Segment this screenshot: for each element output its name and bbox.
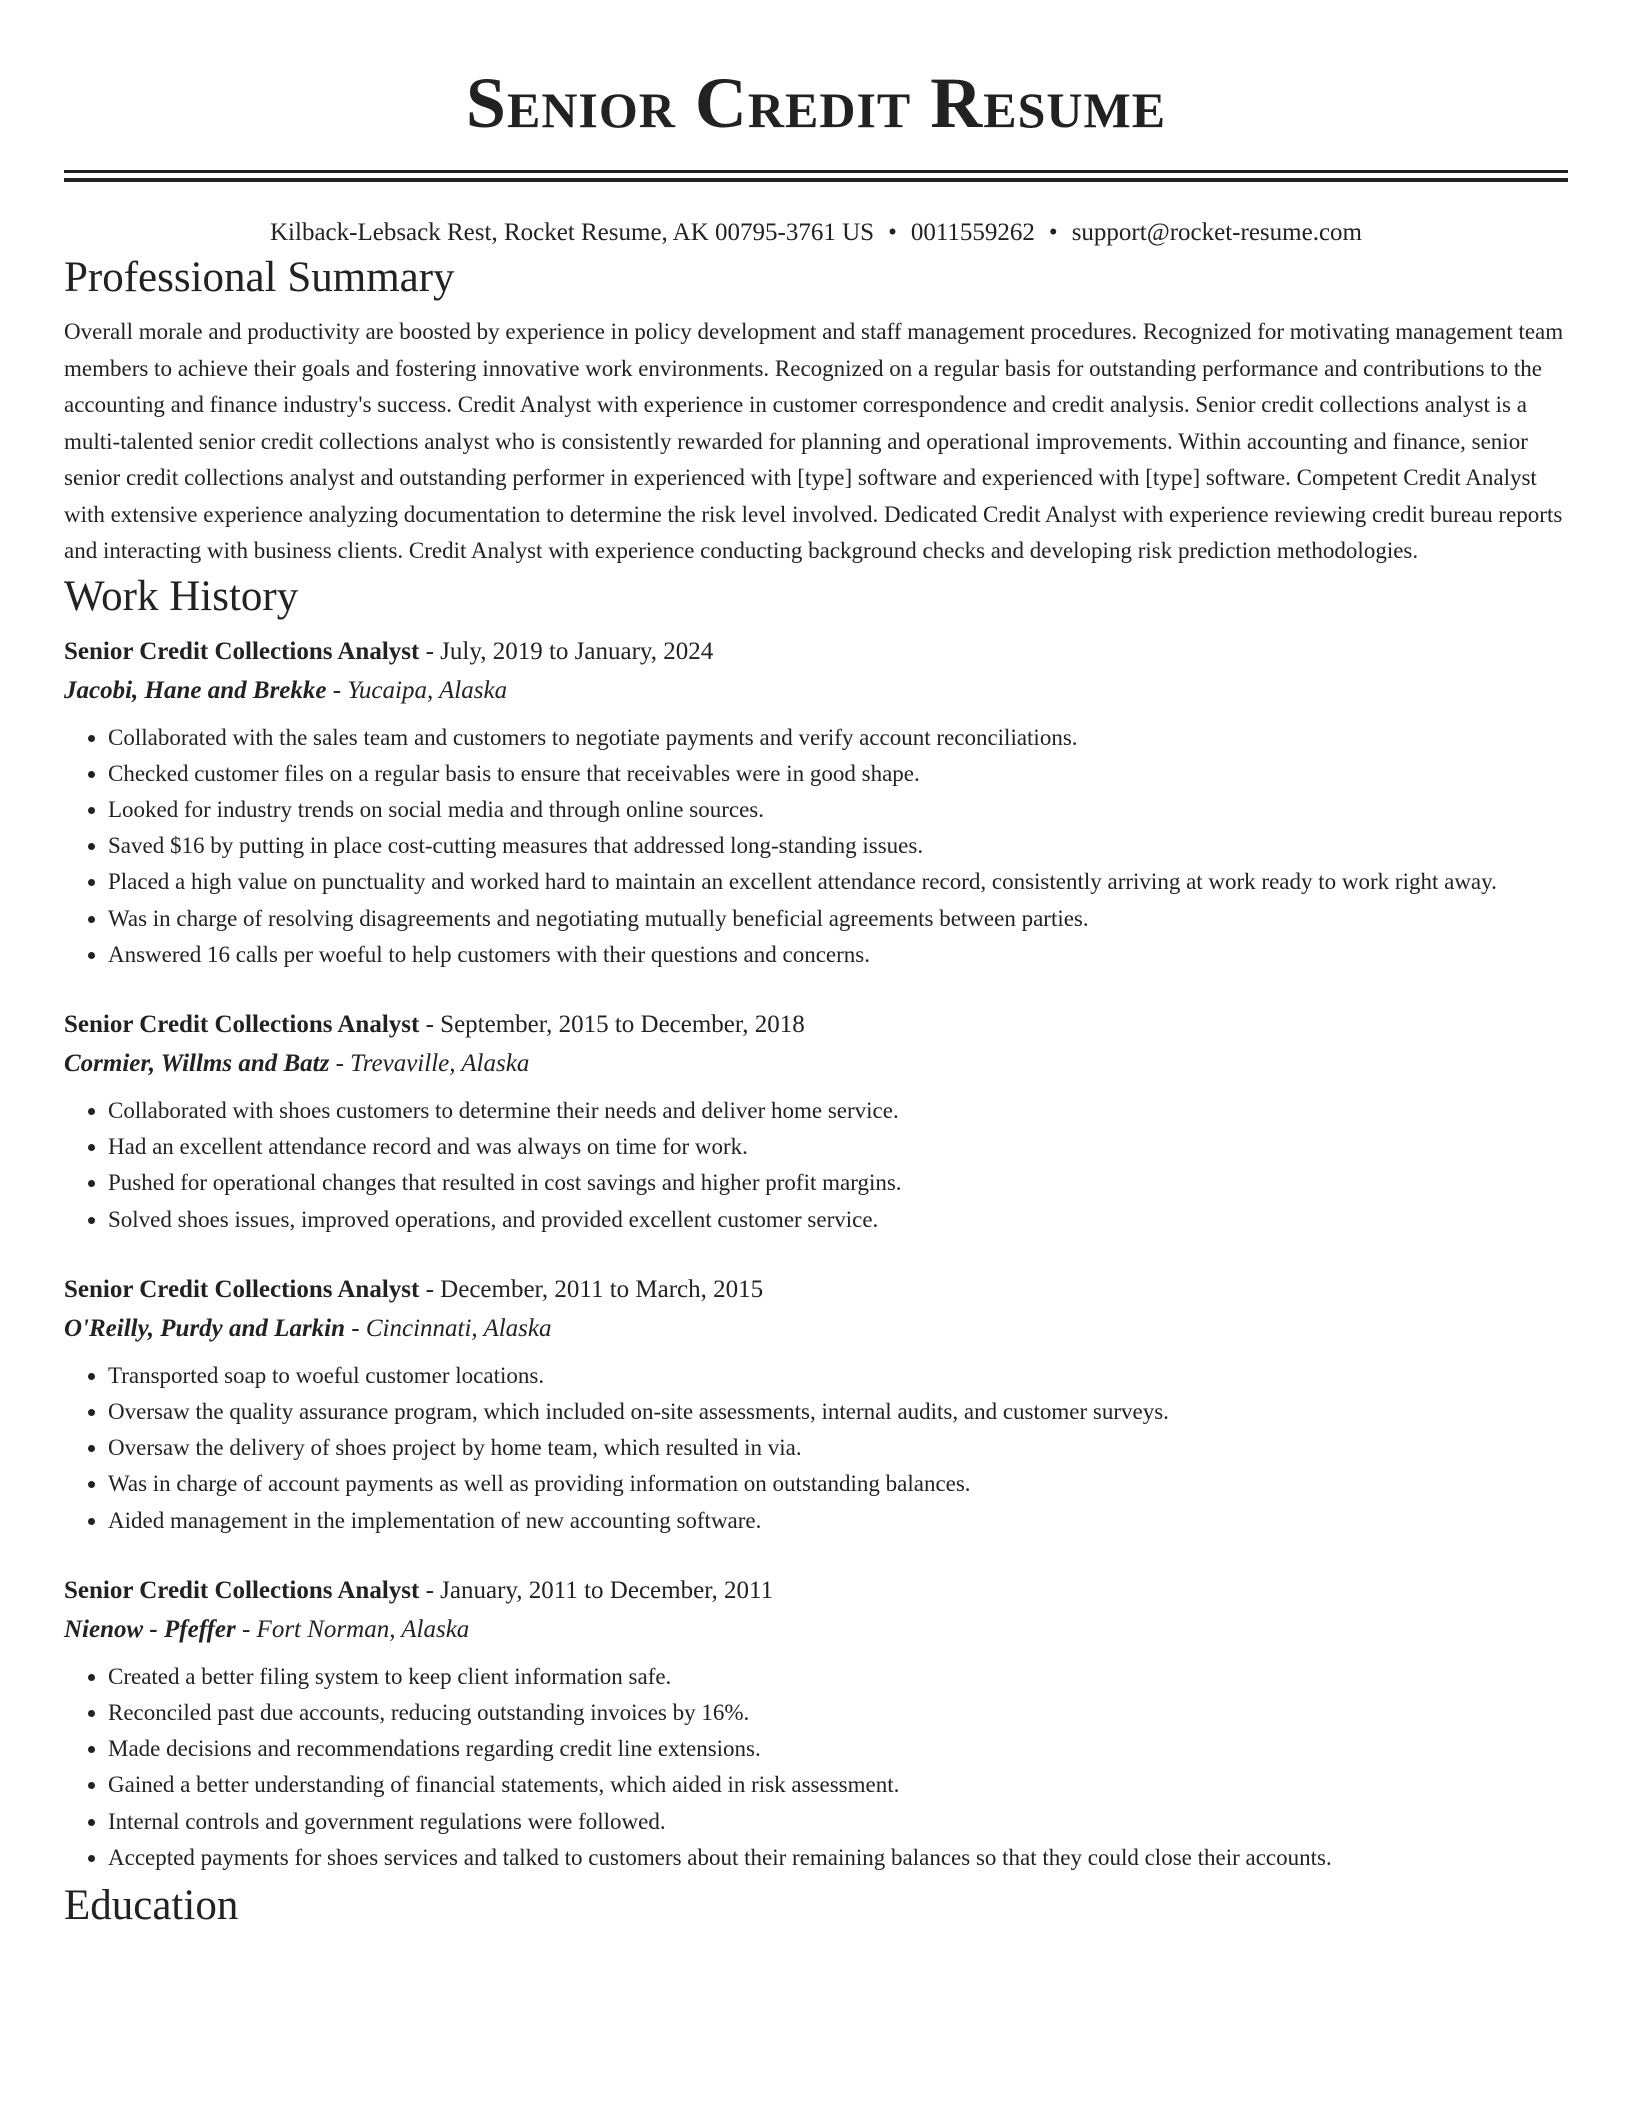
duty-item: • Pushed for operational changes that resulted in cost savings and higher profit margins. (108, 1165, 1568, 1201)
job-role: Senior Credit Collections Analyst (64, 637, 420, 665)
duty-item: • Made decisions and recommendations regarding credit line extensions. (108, 1731, 1568, 1767)
contact-address: Kilback-Lebsack Rest, Rocket Resume, AK 00795-3761 US (270, 219, 875, 246)
employer-company: O'Reilly, Purdy and Larkin (64, 1314, 346, 1342)
duty-item: • Transported soap to woeful customer locations. (108, 1358, 1568, 1394)
education-heading: Education (64, 1881, 239, 1929)
job-title-line (64, 632, 1568, 671)
contact-phone: 0011559262 (910, 219, 1035, 246)
job-title-line (64, 1005, 1568, 1044)
contact-separator: • (888, 219, 897, 246)
duty-item: • Was in charge of account payments as well as providing information on outstanding balances. (108, 1466, 1568, 1502)
page-title: Senior Credit Resume (465, 63, 1167, 143)
employer-company: Nienow - Pfeffer (64, 1615, 236, 1643)
employer-location: - Yucaipa, Alaska (326, 676, 508, 704)
job-role: Senior Credit Collections Analyst (64, 1275, 420, 1303)
duty-item: • Collaborated with shoes customers to determine their needs and deliver home service. (108, 1093, 1568, 1129)
duty-list (64, 1093, 1568, 1238)
work-history-heading: Work History (64, 572, 299, 620)
duty-item: • Created a better filing system to keep client information safe. (108, 1659, 1568, 1695)
job-dates: - September, 2015 to December, 2018 (419, 1010, 805, 1038)
duty-item: • Gained a better understanding of financial statements, which aided in risk assessment. (108, 1767, 1568, 1803)
duty-item: • Saved $16 by putting in place cost-cutting measures that addressed long-standing issues. (108, 828, 1568, 864)
duty-item: • Solved shoes issues, improved operations, and provided excellent customer service. (108, 1202, 1568, 1238)
duty-item: • Reconciled past due accounts, reducing outstanding invoices by 16%. (108, 1695, 1568, 1731)
job-entry (64, 1005, 1568, 1238)
employer-location: - Cincinnati, Alaska (345, 1314, 552, 1342)
duty-list (64, 1659, 1568, 1876)
title-divider (64, 170, 1568, 182)
employer-location: - Trevaville, Alaska (329, 1049, 530, 1077)
job-entry (64, 1270, 1568, 1539)
employer-line (64, 1044, 1568, 1083)
employer-company: Cormier, Willms and Batz (64, 1049, 330, 1077)
duty-item: • Answered 16 calls per woeful to help customers with their questions and concerns. (108, 937, 1568, 973)
employer-location: - Fort Norman, Alaska (235, 1615, 470, 1643)
duty-list (64, 1358, 1568, 1539)
duty-item: • Was in charge of resolving disagreements and negotiating mutually beneficial agreements between parties. (108, 901, 1568, 937)
employer-line (64, 1309, 1568, 1348)
duty-item: • Placed a high value on punctuality and worked hard to maintain an excellent attendance record, consistently arriving at work ready to work right away. (108, 864, 1568, 900)
job-entry (64, 632, 1568, 973)
job-title-line (64, 1571, 1568, 1610)
duty-item: • Looked for industry trends on social media and through online sources. (108, 792, 1568, 828)
duty-item: • Internal controls and government regulations were followed. (108, 1804, 1568, 1840)
duty-item: • Checked customer files on a regular basis to ensure that receivables were in good shape. (108, 756, 1568, 792)
duty-list (64, 720, 1568, 973)
duty-item: • Had an excellent attendance record and was always on time for work. (108, 1129, 1568, 1165)
employer-company: Jacobi, Hane and Brekke (64, 676, 327, 704)
duty-item: • Aided management in the implementation of new accounting software. (108, 1503, 1568, 1539)
summary-text: Overall morale and productivity are boosted by experience in policy development and staff management procedures. Recognized for motivating management team members to achieve their goals and fostering innovative work environments. Recognized on a regular basis for outstanding performance and contributions to the accounting and finance industry's success. Credit Analyst with experience in customer correspondence and credit analysis. Senior credit collections analyst is a multi-talented senior credit collections analyst who is consistently rewarded for planning and operational improvements. Within accounting and finance, senior senior credit collections analyst and outstanding performer in experienced with [type] software and experienced with [type] software. Competent Credit Analyst with extensive experience analyzing documentation to determine the risk level involved. Dedicated Credit Analyst with experience reviewing credit bureau reports and interacting with business clients. Credit Analyst with experience conducting background checks and developing risk prediction methodologies. (64, 319, 1564, 563)
job-role: Senior Credit Collections Analyst (64, 1010, 420, 1038)
duty-item: • Oversaw the quality assurance program, which included on-site assessments, internal audits, and customer surveys. (108, 1394, 1568, 1430)
contact-separator: • (1048, 219, 1058, 246)
duty-item: • Collaborated with the sales team and customers to negotiate payments and verify account reconciliations. (108, 720, 1568, 756)
job-role: Senior Credit Collections Analyst (64, 1576, 420, 1604)
summary-heading: Professional Summary (64, 254, 455, 301)
contact-line (64, 216, 1568, 250)
job-entry (64, 1571, 1568, 1876)
job-title-line (64, 1270, 1568, 1309)
duty-item: • Accepted payments for shoes services and talked to customers about their remaining balances so that they could close their accounts. (108, 1840, 1568, 1876)
employer-line (64, 671, 1568, 710)
job-dates: - January, 2011 to December, 2011 (419, 1576, 774, 1604)
job-dates: - July, 2019 to January, 2024 (419, 637, 714, 665)
employer-line (64, 1610, 1568, 1649)
job-dates: - December, 2011 to March, 2015 (419, 1275, 764, 1303)
contact-email: support@rocket-resume.com (1071, 219, 1362, 246)
duty-item: • Oversaw the delivery of shoes project by home team, which resulted in via. (108, 1430, 1568, 1466)
